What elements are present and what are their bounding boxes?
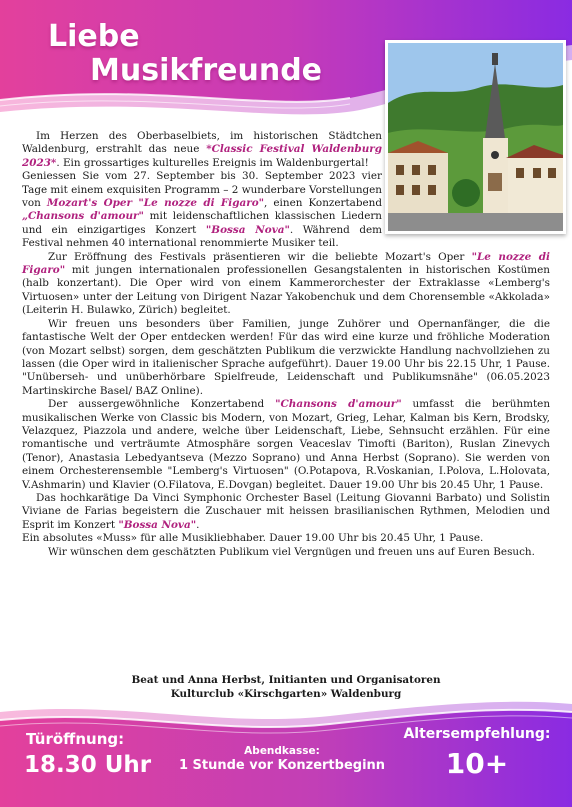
paragraph-bossa [22, 492, 550, 532]
bossa-title: "Bossa Nova" [118, 518, 197, 531]
festival-name: *Classic Festival Waldenburg 2023* [22, 143, 382, 169]
bossa-title: "Bossa Nova" [205, 223, 290, 236]
door-opening-label: Türöffnung: [26, 730, 125, 748]
text-span: . Ein grossartiges kulturelles Ereignis im Waldenburgertal! [56, 156, 369, 169]
title-line-1: Liebe [48, 19, 140, 54]
text-span: Im Herzen des Oberbaselbiets, im historischen Städtchen Waldenburg, erstrahlt das neue [22, 130, 382, 156]
text-span: umfasst die berühmten musikalischen Werke von Classic bis Modern, von Mozart, Grieg, Lehar, Kalman bis Kern, Brodsky, Velazquez, Piazzola und andere, welche über Leidenschaft, Liebe, Sehnsucht erzählen. Für eine romantische und verträumte Atmosphäre sorgen Veaceslav Timofti (Bariton), Ruslan Zinevych (Tenor), Anastasia Lebedyantseva (Mezzo Soprano) und Anna Herbst (Soprano). Sie werden von einem Orchesterensemble "Lemberg's Virtuosen" (O.Potapova, R.Voskanian, I.Polova, L.Holovata, V.Ashmarin) und Klavier (O.Filatova, E.Dovgan) begleitet. Dauer 19.00 Uhr bis 20.45 Uhr, 1 Pause. [22, 398, 551, 491]
page-title [40, 20, 322, 88]
signature-club: Kulturclub «Kirschgarten» Waldenburg [170, 688, 402, 700]
paragraph-chansons [22, 398, 550, 492]
text-span: . [196, 518, 200, 531]
text-span: , einen Konzertabend [264, 197, 382, 210]
photo-spacer [382, 130, 550, 230]
paragraph-opera [22, 251, 550, 318]
signature-organizers: Beat und Anna Herbst, Initianten und Organisatoren [131, 674, 441, 686]
chansons-title: "Chansons d'amour" [275, 398, 402, 411]
age-recommendation-label: Altersempfehlung: [403, 726, 551, 742]
age-recommendation-value: 10+ [445, 747, 509, 780]
text-span: mit jungen internationalen professionellen Gesangstalenten in historischen Kostümen (halb konzertant). Die Oper wird von einem Kammerorchester der Extraklasse «Lemberg's Virtuosen» unter der Leitung von Dirigent Nazar Yakobenchuk und dem Chorensemble «Akkolada» (Leiterin H. Bulawko, Zürich) begleitet. [22, 264, 550, 317]
text-span: Geniessen Sie vom 27. September bis 30. September 2023 vier Tage mit einem exquisiten Programm – 2 wunderbare Vorstellungen von [22, 170, 382, 210]
opera-title: "Le nozze di Figaro" [22, 250, 550, 277]
paragraph-must: Ein absolutes «Muss» für alle Musikliebhaber. Dauer 19.00 Uhr bis 20.45 Uhr, 1 Pause. [22, 532, 484, 545]
text-span: Zur Eröffnung des Festivals präsentieren wir die beliebte Mozart's Oper [48, 250, 472, 263]
opera-title: Mozart's Oper "Le nozze di Figaro" [46, 197, 265, 210]
text-span: . Während dem Festival nehmen 40 international renommierte Musiker teil. [22, 223, 383, 250]
paragraph-families: Wir freuen uns besonders über Familien, junge Zuhörer und Opernanfänger, die die fantastische Welt der Oper entdecken werden! Für das wird eine kurze und fröhliche Moderation (von Mozart selbst) sorgen, dem geschätzten Publikum die verzwickte Handlung nachvollziehen zu lassen (die Oper wird in italienischer Sprache aufgeführt). Dauer 19.00 Uhr bis 22.15 Uhr, 1 Pause. "Unüberseh- und unüberhörbare Spielfreude, Leidenschaft und Publikumsnähe" (06.05.2023 Martinskirche Basel/ BAZ Online). [22, 317, 550, 397]
body-text [22, 130, 550, 559]
box-office-time: 1 Stunde vor Konzertbeginn [178, 758, 386, 773]
paragraph-closing: Wir wünschen dem geschätzten Publikum viel Vergnügen und freuen uns auf Euren Besuch. [48, 545, 535, 558]
box-office-label: Abendkasse: [244, 745, 320, 757]
chansons-title: „Chansons d'amour" [22, 210, 144, 223]
text-span: Das hochkarätige Da Vinci Symphonic Orchester Basel (Leitung Giovanni Barbato) und Solistin Viviane de Farias begeistern die Zuschauer mit heissen brasilianischen Rythmen, Melodien und Esprit im Konzert [22, 491, 550, 531]
door-opening-time: 18.30 Uhr [24, 752, 152, 778]
text-span: mit leidenschaftlichen klassischen Liedern und ein einzigartiges Konzert [22, 210, 382, 236]
title-line-2: Musikfreunde [90, 53, 323, 88]
text-span: Der aussergewöhnliche Konzertabend [48, 398, 276, 411]
